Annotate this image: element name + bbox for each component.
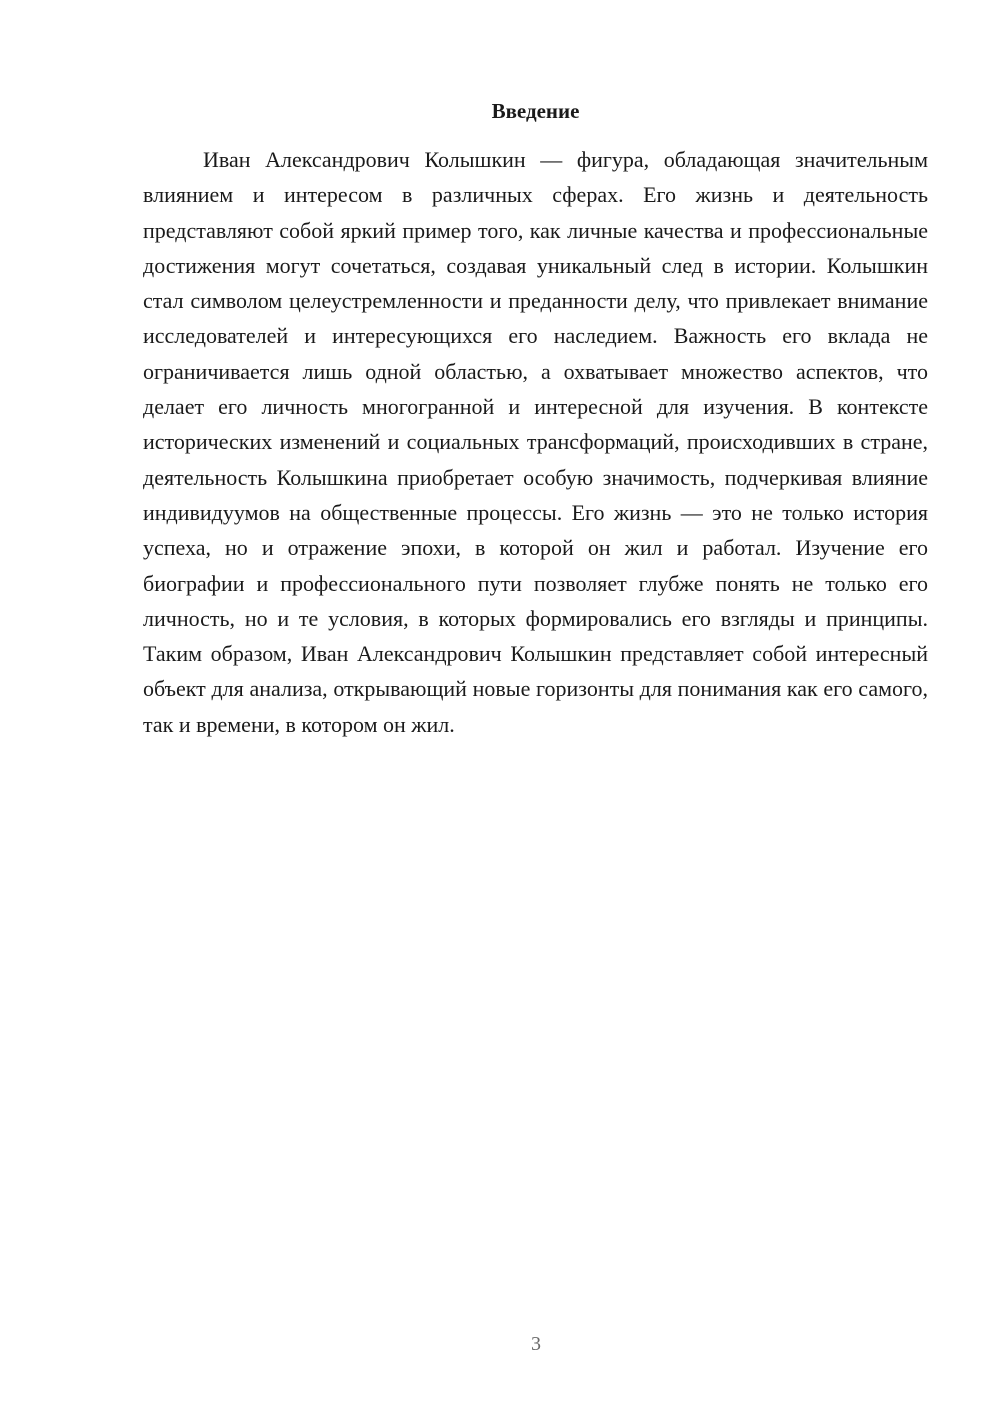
page-number: 3 bbox=[531, 1333, 541, 1355]
body-paragraph: Иван Александрович Колышкин — фигура, обладающая значительным влиянием и интересом в различных сферах. Его жизнь и деятельность представляют собой яркий пример того, как личные качества и профессиональные достижения могут сочетаться, создавая уникальный след в истории. Колышкин стал символом целеустремленности и преданности делу, что привлекает внимание исследователей и интересующихся его наследием. Важность его вклада не ограничивается лишь одной областью, а охватывает множество аспектов, что делает его личность многогранной и интересной для изучения. В контексте исторических изменений и социальных трансформаций, происходивших в стране, деятельность Колышкина приобретает особую значимость, подчеркивая влияние индивидуумов на общественные процессы. Его жизнь — это не только история успеха, но и отражение эпохи, в которой он жил и работал. Изучение его биографии и профессионального пути позволяет глубже понять не только его личность, но и те условия, в которых формировались его взгляды и принципы. Таким образом, Иван Александрович Колышкин представляет собой интересный объект для анализа, открывающий новые горизонты для понимания как его самого, так и времени, в котором он жил. bbox=[143, 147, 928, 737]
section-heading: Введение bbox=[491, 99, 580, 123]
